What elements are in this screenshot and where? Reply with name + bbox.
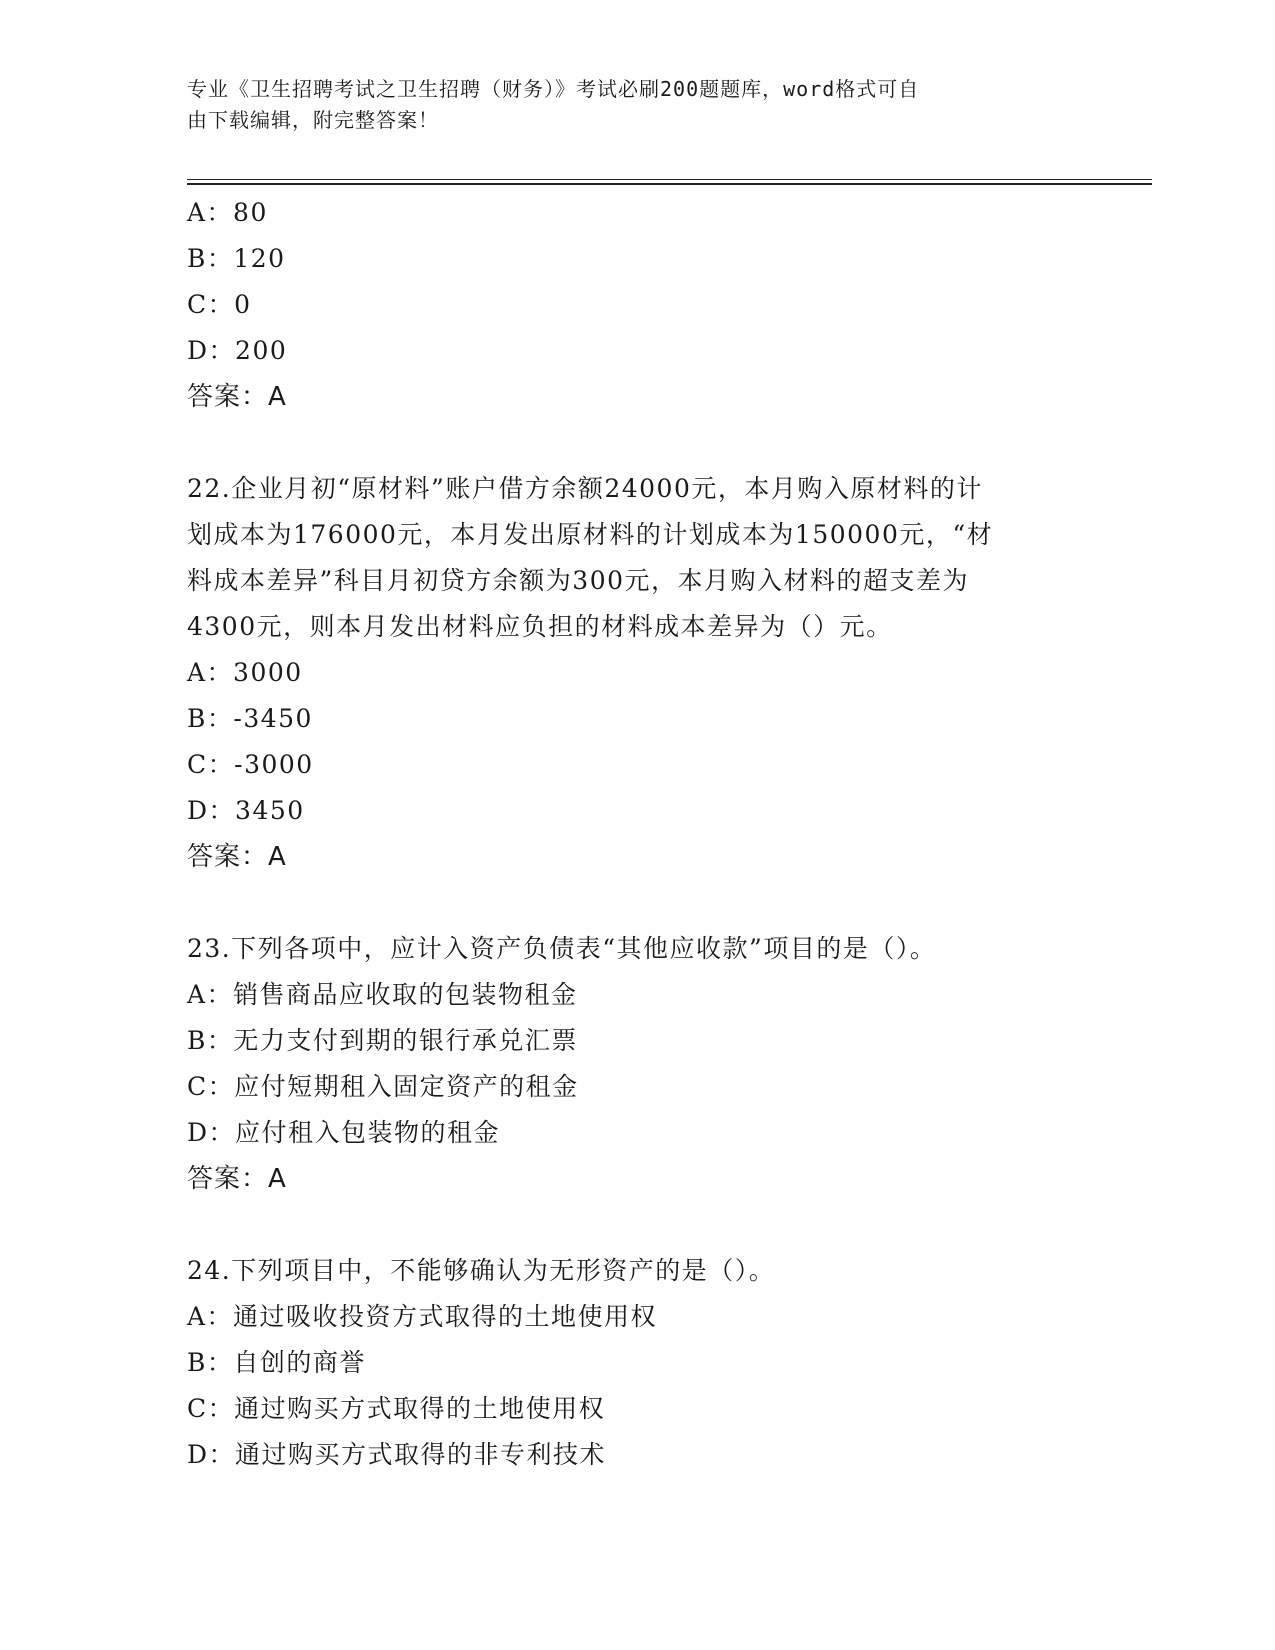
spacer — [187, 1202, 1087, 1248]
question-23 — [187, 926, 1087, 1202]
header-line-1: 专业《卫生招聘考试之卫生招聘（财务）》考试必刷200题题库，word格式可自 — [187, 77, 920, 101]
question-stem-line: 划成本为176000元，本月发出原材料的计划成本为150000元，“材 — [187, 520, 994, 549]
spacer — [187, 420, 1087, 466]
question-stem-line: 4300元，则本月发出材料应负担的材料成本差异为（）元。 — [187, 612, 893, 641]
option-d: D：通过购买方式取得的非专利技术 — [187, 1440, 607, 1469]
header-rule-thick — [187, 183, 1152, 185]
answer: 答案：A — [187, 382, 287, 412]
option-a: A：80 — [187, 198, 268, 227]
document-header — [187, 74, 1067, 136]
option-a: A：销售商品应收取的包装物租金 — [187, 980, 578, 1009]
option-c: C：-3000 — [187, 750, 314, 779]
question-stem-line: 料成本差异”科目月初贷方余额为300元，本月购入材料的超支差为 — [187, 566, 970, 595]
question-22 — [187, 466, 1087, 880]
question-stem: 24.下列项目中，不能够确认为无形资产的是（）。 — [187, 1256, 776, 1285]
option-d: D：200 — [187, 336, 288, 365]
option-c: C：应付短期租入固定资产的租金 — [187, 1072, 579, 1101]
document-body — [187, 190, 1087, 1478]
option-a: A：3000 — [187, 658, 303, 687]
option-b: B：自创的商誉 — [187, 1348, 366, 1377]
answer: 答案：A — [187, 842, 287, 872]
question-21 — [187, 190, 1087, 420]
question-24 — [187, 1248, 1087, 1478]
question-stem-line: 22.企业月初“原材料”账户借方余额24000元，本月购入原材料的计 — [187, 474, 983, 503]
spacer — [187, 880, 1087, 926]
option-c: C：0 — [187, 290, 252, 319]
option-d: D：应付租入包装物的租金 — [187, 1118, 501, 1147]
answer: 答案：A — [187, 1164, 287, 1194]
option-b: B：-3450 — [187, 704, 313, 733]
option-b: B：120 — [187, 244, 286, 273]
header-rule-thin — [187, 179, 1152, 180]
option-a: A：通过吸收投资方式取得的土地使用权 — [187, 1302, 658, 1331]
header-line-2: 由下载编辑，附完整答案！ — [187, 108, 439, 132]
question-stem: 23.下列各项中，应计入资产负债表“其他应收款”项目的是（）。 — [187, 934, 937, 963]
option-c: C：通过购买方式取得的土地使用权 — [187, 1394, 606, 1423]
option-d: D：3450 — [187, 796, 305, 825]
option-b: B：无力支付到期的银行承兑汇票 — [187, 1026, 578, 1055]
